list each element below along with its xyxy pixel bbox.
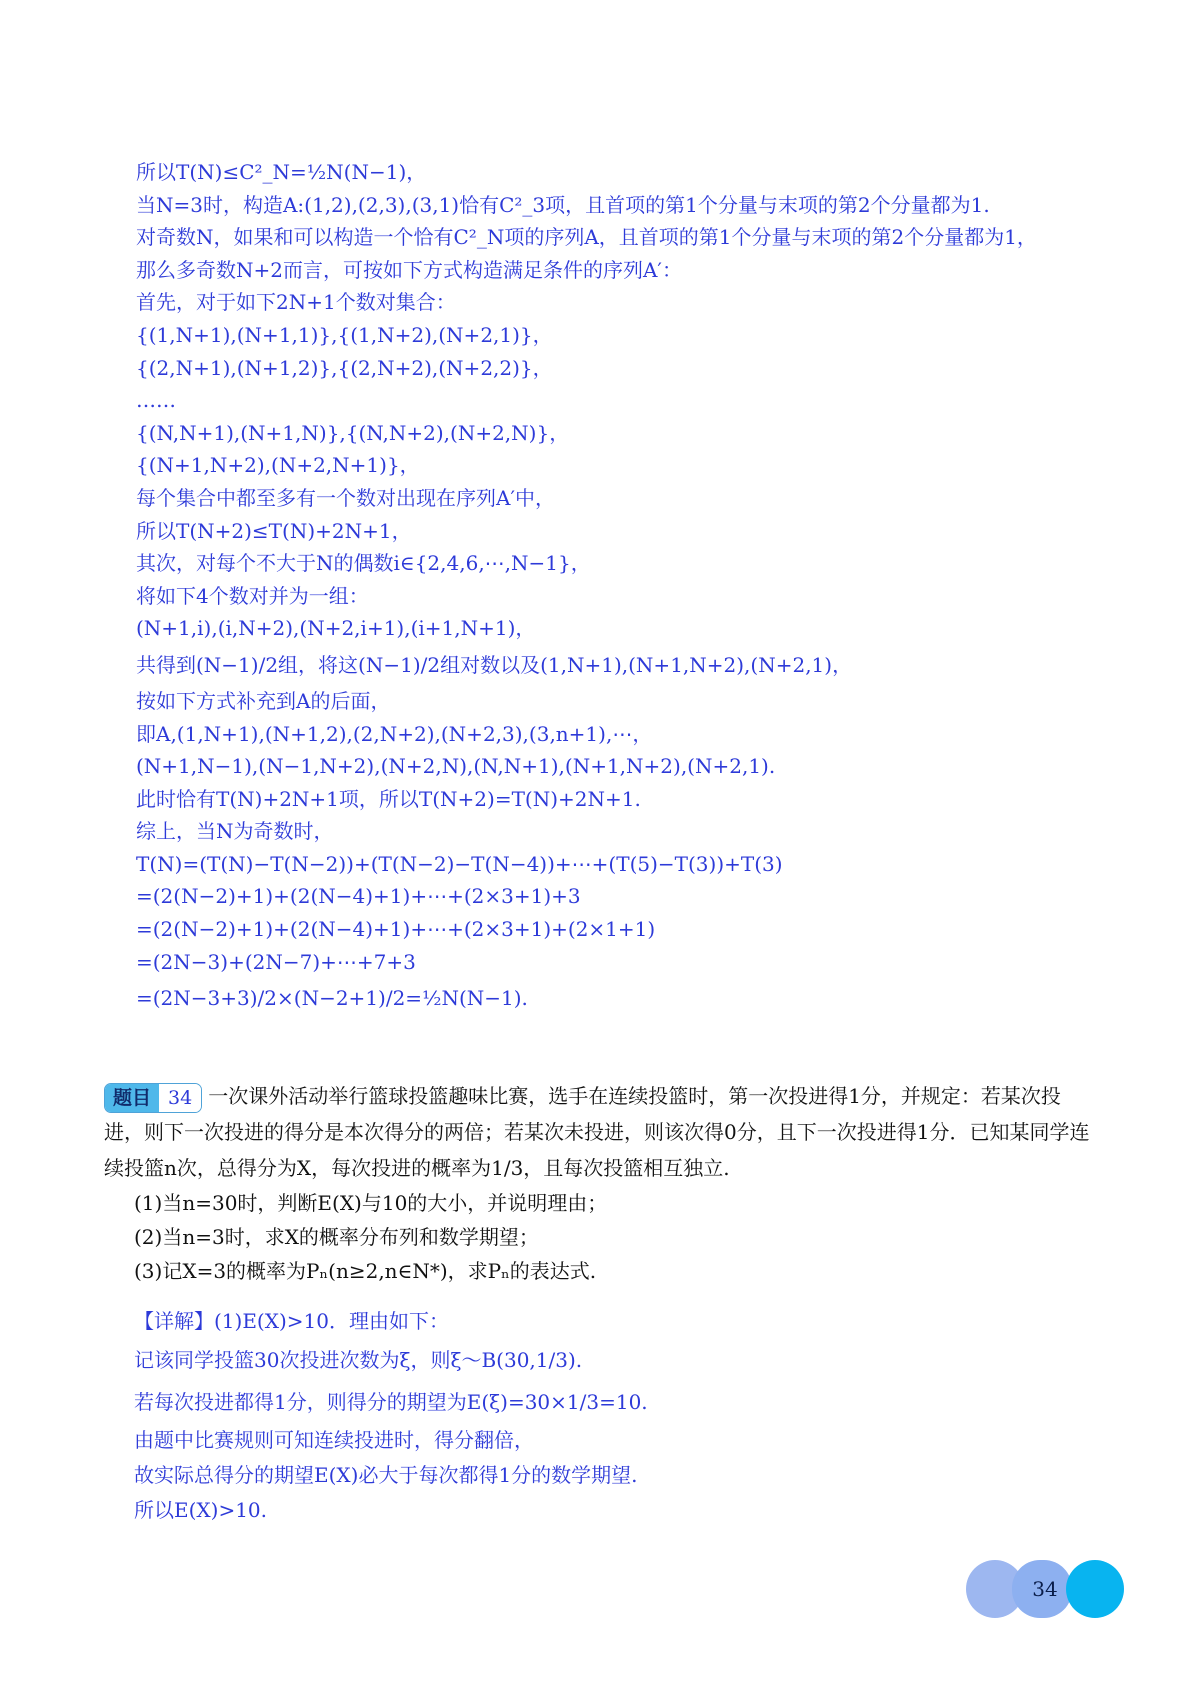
solution-line: =(2N−3)+(2N−7)+⋯+7+3 — [136, 949, 416, 974]
answer-line: 若每次投进都得1分，则得分的期望为E(ξ)=30×1/3=10. — [134, 1390, 648, 1414]
solution-line: 每个集合中都至多有一个数对出现在序列A′中， — [136, 485, 555, 510]
problem-stem-text: 一次课外活动举行篮球投篮趣味比赛，选手在连续投篮时，第一次投进得1分，并规定：若某次投进，则下一次投进的得分是本次得分的两倍；若某次未投进，则该次得0分，且下一次投进得1分．已知某同学连续投篮n次，总得分为X，每次投进的概率为1/3，且每次投篮相互独立. — [104, 1084, 1090, 1180]
solution-line: T(N)=(T(N)−T(N−2))+(T(N−2)−T(N−4))+⋯+(T(5)−T(3))+T(3) — [136, 851, 783, 876]
problem-question: (3)记X=3的概率为Pₙ(n≥2,n∈N*)，求Pₙ的表达式. — [134, 1259, 597, 1283]
answer-line: 由题中比赛规则可知连续投进时，得分翻倍， — [134, 1428, 534, 1452]
solution-line: 此时恰有T(N)+2N+1项，所以T(N+2)=T(N)+2N+1. — [136, 786, 641, 811]
solution-line: 所以T(N+2)≤T(N)+2N+1， — [136, 518, 412, 543]
solution-line: =(2N−3+3)/2×(N−2+1)/2=½N(N−1). — [136, 986, 528, 1011]
problem-badge-label: 题目 — [105, 1084, 159, 1112]
problem-stem — [104, 1078, 1094, 1186]
problem-block — [104, 1078, 1094, 1288]
answer-line: 故实际总得分的期望E(X)必大于每次都得1分的数学期望. — [134, 1463, 638, 1487]
answer-block — [134, 1304, 1094, 1528]
answer-line: 记该同学投篮30次投进次数为ξ，则ξ～B(30,1/3). — [134, 1348, 583, 1372]
solution-line: {(2,N+1),(N+1,2)},{(2,N+2),(N+2,2)}， — [136, 355, 553, 380]
answer-line: 所以E(X)>10. — [134, 1498, 268, 1522]
solution-line: 当N=3时，构造A:(1,2),(2,3),(3,1)恰有C²_3项，且首项的第1个分量与末项的第2个分量都为1. — [136, 192, 990, 217]
solution-line: 共得到(N−1)/2组，将这(N−1)/2组对数以及(1,N+1),(N+1,N+2),(N+2,1)， — [136, 652, 853, 677]
solution-line: {(1,N+1),(N+1,1)},{(1,N+2),(N+2,1)}， — [136, 322, 553, 347]
solution-line: {(N+1,N+2),(N+2,N+1)}， — [136, 453, 420, 478]
problem-badge — [104, 1083, 202, 1113]
answer-line-text: (1)E(X)>10．理由如下： — [214, 1309, 449, 1333]
solution-line: (N+1,N−1),(N−1,N+2),(N+2,N),(N,N+1),(N+1,N+2),(N+2,1). — [136, 754, 776, 779]
answer-header: 【详解】 — [134, 1309, 214, 1333]
solution-line: =(2(N−2)+1)+(2(N−4)+1)+⋯+(2×3+1)+(2×1+1) — [136, 917, 656, 942]
problem-badge-number: 34 — [159, 1084, 201, 1112]
problem-question: (1)当n=30时，判断E(X)与10的大小，并说明理由； — [134, 1191, 608, 1215]
solution-line: 首先，对于如下2N+1个数对集合： — [136, 290, 456, 315]
solution-line: 对奇数N，如果和可以构造一个恰有C²_N项的序列A，且首项的第1个分量与末项的第2个分量都为1， — [136, 225, 1037, 250]
solution-line: {(N,N+1),(N+1,N)},{(N,N+2),(N+2,N)}， — [136, 420, 570, 445]
solution-line: 即A,(1,N+1),(N+1,2),(2,N+2),(N+2,3),(3,n+1),⋯， — [136, 721, 653, 746]
solution-block — [136, 156, 1096, 1018]
solution-line: 综上，当N为奇数时， — [136, 819, 334, 844]
answer-line — [134, 1304, 1094, 1339]
solution-line: 将如下4个数对并为一组： — [136, 583, 369, 608]
page-number: 34 — [1032, 1577, 1058, 1601]
problem-question: (2)当n=3时，求X的概率分布列和数学期望； — [134, 1225, 539, 1249]
solution-line: 那么多奇数N+2而言，可按如下方式构造满足条件的序列A′： — [136, 257, 682, 282]
solution-line: 按如下方式补充到A的后面， — [136, 688, 391, 713]
solution-line: …… — [136, 388, 176, 413]
solution-line: 所以T(N)≤C²_N=½N(N−1)， — [136, 160, 427, 184]
solution-line: 其次，对每个不大于N的偶数i∈{2,4,6,⋯,N−1}， — [136, 551, 591, 576]
solution-line: (N+1,i),(i,N+2),(N+2,i+1),(i+1,N+1)， — [136, 616, 536, 641]
page-number-tab — [966, 1560, 1136, 1622]
solution-line: =(2(N−2)+1)+(2(N−4)+1)+⋯+(2×3+1)+3 — [136, 884, 581, 909]
